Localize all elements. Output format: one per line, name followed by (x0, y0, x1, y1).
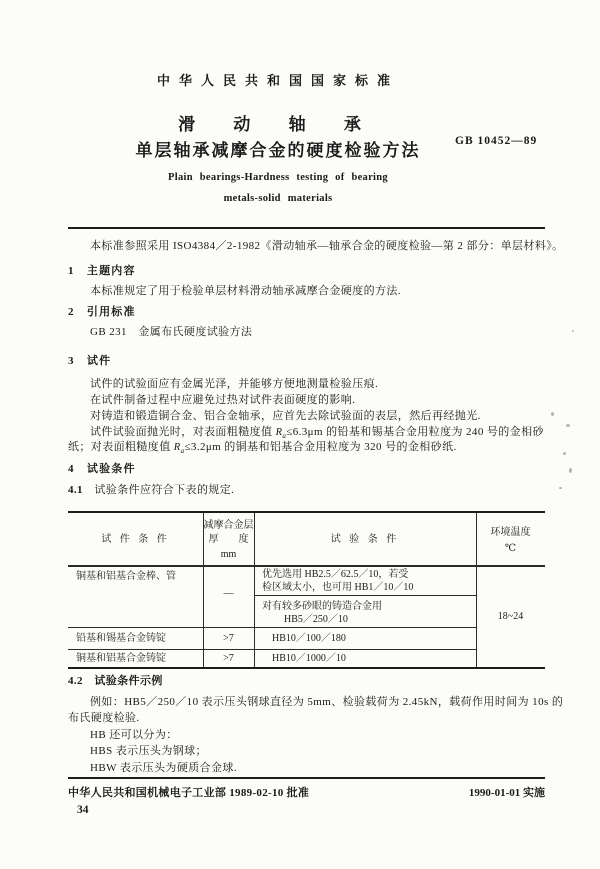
scan-speck (563, 452, 566, 455)
row1-specimen: 铜基和铝基合金棒、管 (76, 571, 176, 582)
table-grid-line (68, 649, 476, 650)
page-number: 34 (77, 804, 89, 816)
clause-4-2-line5: HBW 表示压头为硬质合金球. (90, 762, 237, 774)
table-grid-line (68, 627, 476, 628)
col-header-temp-line1: 环境温度 (490, 527, 531, 538)
line4-text-pre: 试件试验面抛光时，对表面粗糙度值 (90, 426, 276, 438)
roughness-symbol: $R_a$ (275, 427, 287, 441)
row1-thickness: — (223, 588, 234, 599)
ambient-temperature-value: 18~24 (497, 611, 524, 622)
test-conditions-table (68, 511, 545, 669)
section-3-line2: 在试件制备过程中应避免过热对试件表面硬度的影响. (90, 394, 356, 406)
document-title-en-line2: metals-solid materials (223, 193, 333, 204)
col-header-specimen: 试 件 条 件 (101, 534, 170, 545)
standard-number: GB 10452—89 (455, 135, 538, 147)
document-title-en-line1: Plain bearings-Hardness testing of bearing (168, 172, 388, 183)
scan-speck (572, 330, 574, 332)
header-rule (68, 227, 545, 229)
col-header-temp-line2: ℃ (504, 543, 517, 554)
col-header-thickness-line1: 减摩合金层 (203, 520, 254, 531)
row1-condition-b-line2: HB5／250／10 (284, 614, 348, 625)
line4-text-post: ≤6.3μm 的铅基和锡基合金用粒度为 240 号的金相砂 (286, 426, 544, 438)
clause-4-1-number: 4.1 (68, 484, 83, 496)
clause-4-2-line3: HB 还可以分为： (90, 729, 178, 741)
scan-speck (566, 424, 570, 427)
clause-4-2-heading (68, 674, 558, 688)
row1-condition-a-line2: 检区域太小，也可用 HB1／10／10 (262, 582, 414, 593)
scan-speck (551, 412, 554, 416)
section-4-heading: 4 试验条件 (68, 463, 136, 475)
clause-4-1-text: 试验条件应符合下表的规定. (94, 484, 235, 496)
row2-thickness: >7 (223, 633, 234, 644)
standard-label: 中华人民共和国国家标准 (156, 73, 399, 88)
row1-condition-b-line1: 对有较多砂眼的铸造合金用 (262, 601, 382, 612)
section-3-line3: 对铸造和锻造铜合金、铝合金轴承，应首先去除试验面的表层，然后再经抛光. (90, 410, 481, 422)
section-3-heading: 3 试件 (68, 355, 112, 367)
clause-4-2-number: 4.2 (68, 675, 83, 687)
document-title-cn: 滑 动 轴 承 (178, 115, 378, 134)
line5-text-pre: 纸；对表面粗糙度值 (68, 441, 174, 453)
table-grid-line (254, 595, 476, 596)
col-header-condition: 试 验 条 件 (330, 534, 400, 545)
section-1-heading: 1 主题内容 (68, 265, 136, 277)
section-3-line5 (68, 440, 558, 458)
row2-specimen: 铅基和锡基合金铸锭 (76, 633, 166, 644)
footer-rule (68, 777, 545, 779)
table-grid-line (68, 565, 545, 567)
row2-condition: HB10／100／180 (272, 633, 346, 644)
clause-4-2-line2: 布氏硬度检验. (68, 712, 140, 724)
row3-condition: HB10／1000／10 (272, 653, 346, 664)
line5-text-post: ≤3.2μm 的铜基和铝基合金用粒度为 320 号的金相砂纸. (184, 441, 457, 453)
section-2-heading: 2 引用标准 (68, 306, 136, 318)
clause-4-2-line4: HBS 表示压头为钢球； (90, 745, 207, 757)
clause-4-2-line1: 例如：HB5／250／10 表示压头钢球直径为 5mm、检验载荷为 2.45kN，载荷作用时间为 10s 的 (90, 696, 564, 708)
document-subtitle-cn: 单层轴承减摩合金的硬度检验方法 (135, 141, 421, 160)
scan-speck (559, 487, 562, 489)
clause-4-1 (68, 483, 558, 497)
roughness-symbol: $R_a$ (173, 442, 185, 456)
section-2-body: GB 231 金属布氏硬度试验方法 (90, 326, 253, 338)
col-header-thickness-line2: 厚 度 (208, 534, 249, 545)
row3-thickness: >7 (223, 653, 234, 664)
row1-condition-a-line1: 优先选用 HB2.5／62.5／10，若受 (262, 569, 409, 580)
intro-paragraph: 本标准参照采用 ISO4384／2-1982《滑动轴承—轴承合金的硬度检验—第 2 部分：单层材料》。 (90, 240, 564, 252)
section-1-body: 本标准规定了用于检验单层材料滑动轴承减摩合金硬度的方法. (90, 285, 401, 297)
section-3-line1: 试件的试验面应有金属光泽，并能够方便地测量检验压痕. (90, 378, 379, 390)
approval-statement: 中华人民共和国机械电子工业部 1989-02-10 批准 (68, 787, 310, 799)
implementation-date: 1990-01-01 实施 (468, 787, 545, 799)
row3-specimen: 铜基和铝基合金铸锭 (76, 653, 166, 664)
col-header-thickness-unit: mm (220, 549, 237, 560)
scan-speck (569, 468, 572, 473)
clause-4-2-title: 试验条件示例 (94, 675, 163, 687)
